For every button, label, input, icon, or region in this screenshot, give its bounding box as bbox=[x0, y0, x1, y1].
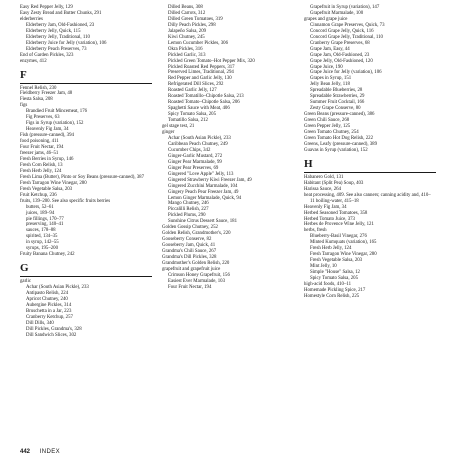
index-subentry: Cranberry Ketchup, 257 bbox=[26, 314, 73, 320]
index-entry: Green Chili Sauce, 268 bbox=[304, 118, 350, 124]
index-subentry: Mint Jelly, 10 bbox=[310, 264, 337, 270]
index-subentry: Okra Pickles, 316 bbox=[168, 46, 203, 52]
index-subentry: Lemon Ginger Marmalade, Quick, 94 bbox=[168, 195, 242, 201]
index-entry: enzymes, 412 bbox=[20, 58, 47, 64]
index-subentry: Fresh Tarragon Wine Vinegar, 280 bbox=[310, 252, 377, 258]
index-column-1 bbox=[20, 5, 150, 339]
index-entry: Green Beans (pressure-canned), 386 bbox=[304, 112, 375, 118]
index-entry: Fiesta Salsa, 208 bbox=[20, 97, 53, 103]
index-subentry: preserving, 140–41 bbox=[26, 222, 64, 228]
index-subentry: Gingered Zucchini Marmalade, 104 bbox=[168, 183, 238, 189]
index-subentry: Dill Dills, 340 bbox=[26, 320, 54, 326]
index-entry: Four Fruit Nectar, 194 bbox=[20, 145, 64, 151]
index-entry: grapes and grape juice bbox=[304, 16, 348, 22]
index-entry: high-acid foods, 410–11 bbox=[304, 281, 352, 287]
index-entry: Homestyle Corn Relish, 225 bbox=[304, 293, 360, 299]
index-subentry: Sunshine Citrus Dessert Sauce, 181 bbox=[168, 219, 238, 225]
index-letter-heading: H bbox=[304, 157, 313, 170]
page-footer bbox=[20, 449, 60, 456]
index-subentry: Fig Preserves, 63 bbox=[26, 115, 60, 121]
index-subentry: Ginger Pear Marmalade, 99 bbox=[168, 159, 222, 165]
index-subentry: Spicy Tomato Salsa, 205 bbox=[310, 276, 359, 282]
index-subentry: Dilled Carrots, 312 bbox=[168, 10, 206, 16]
index-subentry: Roasted Tomato–Chipotle Salsa, 206 bbox=[168, 100, 240, 106]
index-entry: heat processing, 409. See also canners; canning acidity and, 410–11 boiling-water, 415–18 bbox=[304, 192, 431, 204]
index-subentry: Elderberry Jelly, Traditional, 110 bbox=[26, 34, 90, 40]
index-entry: Fresh Berries in Syrup, 146 bbox=[20, 156, 74, 162]
index-entry: Fish (pressure-canned), 394 bbox=[20, 133, 74, 139]
index-entry: Fresh Vegetable Salsa, 203 bbox=[20, 186, 73, 192]
index-entry: elderberries bbox=[20, 16, 43, 22]
index-subentry: Pickled Garlic, 313 bbox=[168, 52, 206, 58]
letter-divider bbox=[20, 83, 152, 84]
index-entry: Homemade Pickling Spice, 217 bbox=[304, 287, 366, 293]
index-column-2 bbox=[162, 5, 292, 291]
index-entry: Herbes de Provence Wine Jelly, 121 bbox=[304, 222, 374, 228]
index-subentry: Elderberry Jelly, Quick, 115 bbox=[26, 28, 81, 34]
index-entry: Fresh Tarragon Wine Vinegar, 280 bbox=[20, 180, 87, 186]
letter-divider bbox=[304, 172, 436, 173]
index-subentry: Spreadable Blueberries, 28 bbox=[310, 88, 363, 94]
index-entry: Golden Relish, Grandmother's, 220 bbox=[162, 231, 231, 237]
index-subentry: Achar (South Asian Pickle), 233 bbox=[26, 285, 89, 291]
index-entry: Gooseberry Jam, Quick, 41 bbox=[162, 243, 216, 249]
index-entry: herbs, fresh bbox=[304, 228, 327, 234]
index-subentry: Antipasto Relish, 224 bbox=[26, 291, 69, 297]
index-entry: Heavenly Fig Jam, 34 bbox=[304, 204, 347, 210]
index-subentry: Dill Pickles, Grandma's, 328 bbox=[26, 326, 82, 332]
index-subentry: Grapes in Syrup, 151 bbox=[310, 76, 352, 82]
index-subentry: Ginger-Garlic Mustard, 272 bbox=[168, 153, 223, 159]
index-entry: Fennel Relish, 230 bbox=[20, 85, 57, 91]
index-page bbox=[20, 5, 434, 445]
index-entry: Greens, Leafy (pressure-canned), 389 bbox=[304, 141, 378, 147]
index-entry: Herbed Seasoned Tomatoes, 358 bbox=[304, 210, 368, 216]
index-subentry: Pickled Green Tomato–Hot Pepper Mix, 320 bbox=[168, 58, 255, 64]
index-subentry: Grape Jam, Easy, 44 bbox=[310, 46, 350, 52]
index-subentry: pie fillings, 170–77 bbox=[26, 216, 64, 222]
index-subentry: Jelly Bean Jelly, 118 bbox=[310, 82, 350, 88]
index-entry: garlic bbox=[20, 279, 32, 285]
index-subentry: Gingered "Love Apple" Jelly, 113 bbox=[168, 171, 234, 177]
index-subentry: Pickled Plums, 290 bbox=[168, 213, 206, 219]
index-entry: Fruit Ketchup, 236 bbox=[20, 192, 57, 198]
index-entry: Fieldberry Freezer Jam, 48 bbox=[20, 91, 73, 97]
index-subentry: Elderberry Peach Preserves, 73 bbox=[26, 46, 87, 52]
index-subentry: Dilled Beans, 308 bbox=[168, 5, 203, 10]
index-entry: Green Tomato Hot Dog Relish, 222 bbox=[304, 135, 373, 141]
index-subentry: sauces, 178–88 bbox=[26, 228, 56, 234]
index-subentry: Gingery Peach Pear Freezer Jam, 49 bbox=[168, 189, 239, 195]
index-subentry: Fresh Herb Jelly, 124 bbox=[310, 246, 352, 252]
index-subentry: Roasted Tomatillo–Chipotle Salsa, 213 bbox=[168, 94, 244, 100]
index-entry: Green Pepper Jelly, 125 bbox=[304, 124, 351, 130]
index-subentry: Simple "House" Salsa, 12 bbox=[310, 270, 360, 276]
index-entry: gel stage test, 21 bbox=[162, 124, 195, 130]
index-subentry: Kiwi Chutney, 245 bbox=[168, 34, 205, 40]
index-subentry: Spreadable Strawberries, 29 bbox=[310, 94, 365, 100]
index-subentry: Caribbean Peach Chutney, 249 bbox=[168, 141, 228, 147]
index-subentry: Aubergine Pickles, 314 bbox=[26, 302, 72, 308]
index-subentry: Concord Grape Jelly, Traditional, 110 bbox=[310, 34, 383, 40]
index-subentry: syrups, 195–200 bbox=[26, 246, 59, 252]
index-subentry: Spaghetti Sauce with Meat, 406 bbox=[168, 106, 230, 112]
index-subentry: Elderberry Juice for Jelly (variation), 106 bbox=[26, 40, 107, 46]
index-subentry: butters, 52–61 bbox=[26, 204, 54, 210]
index-subentry: Spicy Tomato Salsa, 205 bbox=[168, 112, 217, 118]
index-subentry: Grapefruit in Syrup (variation), 147 bbox=[310, 5, 380, 10]
index-entry: Easy Zesty Bread and Butter Chunks, 291 bbox=[20, 10, 102, 16]
index-subentry: Concord Grape Jelly, Quick, 116 bbox=[310, 28, 374, 34]
index-column-3 bbox=[304, 5, 434, 300]
index-subentry: Grapefruit Marmalade, 100 bbox=[310, 10, 364, 16]
index-entry: Golden Gossip Chutney, 252 bbox=[162, 225, 218, 231]
index-subentry: Brandied Fruit Mincemeat, 176 bbox=[26, 109, 88, 115]
index-subentry: Figs in Syrup (variation), 152 bbox=[26, 121, 84, 127]
index-entry: Grandma's Chili Sauce, 267 bbox=[162, 249, 217, 255]
index-letter-heading: F bbox=[20, 68, 27, 81]
index-subentry: Blueberry-Basil Vinegar, 276 bbox=[310, 234, 367, 240]
index-subentry: Bruschetta in a Jar, 223 bbox=[26, 308, 72, 314]
index-subentry: Gingered Strawberry Kiwi Freezer Jam, 49 bbox=[168, 177, 252, 183]
index-subentry: Grape Jam, Old-Fashioned, 23 bbox=[310, 52, 370, 58]
page-number: 442 bbox=[20, 449, 31, 455]
index-entry: Habanero Gold, 131 bbox=[304, 174, 344, 180]
index-entry: Herbed Tomato Juice, 373 bbox=[304, 216, 355, 222]
index-subentry: Cucumber Chips, 342 bbox=[168, 147, 211, 153]
index-subentry: Minted Kumquats (variation), 165 bbox=[310, 240, 377, 246]
index-subentry: Refrigerated Dill Slices, 292 bbox=[168, 82, 224, 88]
index-subentry: Lemon Cucumber Pickles, 306 bbox=[168, 40, 228, 46]
index-subentry: Jalapeño Salsa, 209 bbox=[168, 28, 207, 34]
index-entry: Habitant (Split Pea) Soup, 403 bbox=[304, 180, 364, 186]
index-entry: Grandmother's Golden Relish, 220 bbox=[162, 260, 230, 266]
index-subentry: Apricot Chutney, 240 bbox=[26, 297, 68, 303]
index-entry: Fresh Corn Relish, 13 bbox=[20, 162, 63, 168]
index-subentry: Easiest Ever Marmalade, 103 bbox=[168, 278, 226, 284]
index-subentry: Fresh Vegetable Salsa, 203 bbox=[310, 258, 363, 264]
index-subentry: Mango Chutney, 246 bbox=[168, 201, 209, 207]
index-subentry: Grape Juice for Jelly (variation), 106 bbox=[310, 70, 382, 76]
index-entry: Gooseberry Conserve, 82 bbox=[162, 237, 212, 243]
index-entry: Grandma's Dill Pickles, 328 bbox=[162, 255, 217, 261]
index-entry: food poisoning, 411 bbox=[20, 139, 59, 145]
letter-divider bbox=[20, 276, 152, 277]
index-entry: Harissa Sauce, 264 bbox=[304, 186, 341, 192]
index-entry: fruits, 139–200. See also specific fruits berries bbox=[20, 198, 111, 204]
index-entry: figs bbox=[20, 103, 28, 109]
index-subentry: Four Fruit Nectar, 194 bbox=[168, 284, 212, 290]
index-subentry: juices, 189–94 bbox=[26, 210, 55, 216]
index-entry: freezer jams, 46–51 bbox=[20, 151, 59, 157]
index-subentry: Roasted Garlic Jelly, 127 bbox=[168, 88, 217, 94]
index-subentry: Grape Jelly, Old-Fashioned, 120 bbox=[310, 58, 373, 64]
index-entry: grapefruit and grapefruit juice bbox=[162, 266, 221, 272]
index-letter-heading: G bbox=[20, 262, 29, 275]
index-subentry: Crimson Honey Grapefruit, 156 bbox=[168, 272, 230, 278]
index-subentry: Achar (South Asian Pickle), 233 bbox=[168, 135, 231, 141]
index-subentry: Grape Juice, 190 bbox=[310, 64, 343, 70]
index-subentry: Red Pepper and Garlic Jelly, 130 bbox=[168, 76, 232, 82]
index-subentry: Ginger Pear Preserves, 69 bbox=[168, 165, 219, 171]
index-entry: Fruity Banana Chutney, 242 bbox=[20, 252, 75, 258]
index-entry: Fresh Herb Jelly, 124 bbox=[20, 168, 62, 174]
index-subentry: Summer Fruit Cocktail, 166 bbox=[310, 100, 365, 106]
index-entry: End of Garden Pickles, 323 bbox=[20, 52, 74, 58]
index-subentry: Cinnamon Grape Preserves, Quick, 73 bbox=[310, 22, 385, 28]
index-subentry: Piccalilli Relish, 227 bbox=[168, 207, 209, 213]
index-entry: Easy Red Pepper Jelly, 129 bbox=[20, 5, 73, 10]
index-subentry: Dilly Peach Pickles, 298 bbox=[168, 22, 216, 28]
index-subentry: Dilled Green Tomatoes, 319 bbox=[168, 16, 223, 22]
index-subentry: Heavenly Fig Jam, 34 bbox=[26, 127, 69, 133]
index-entry: Fresh Lima (Butter), Pinto or Soy Beans (pressure-canned), 387 bbox=[20, 174, 145, 180]
index-subentry: Dill Sandwich Slices, 302 bbox=[26, 332, 77, 338]
index-subentry: Zesty Grape Conserve, 80 bbox=[310, 106, 361, 112]
index-entry: Guavas in Syrup (variation), 152 bbox=[304, 147, 368, 153]
section-label: INDEX bbox=[39, 449, 61, 455]
index-subentry: Pickled Roasted Red Peppers, 317 bbox=[168, 64, 235, 70]
index-subentry: Preserved Limes, Traditional, 294 bbox=[168, 70, 234, 76]
index-subentry: Tomatillo Salsa, 212 bbox=[168, 118, 208, 124]
index-subentry: Elderberry Jam, Old-Fashioned, 23 bbox=[26, 22, 95, 28]
index-subentry: spirited, 134–35 bbox=[26, 234, 58, 240]
index-entry: Green Tomato Chutney, 254 bbox=[304, 130, 359, 136]
index-subentry: Cranberry Grape Preserves, 68 bbox=[310, 40, 370, 46]
index-entry: ginger bbox=[162, 130, 175, 136]
index-subentry: in syrup, 142–55 bbox=[26, 240, 59, 246]
